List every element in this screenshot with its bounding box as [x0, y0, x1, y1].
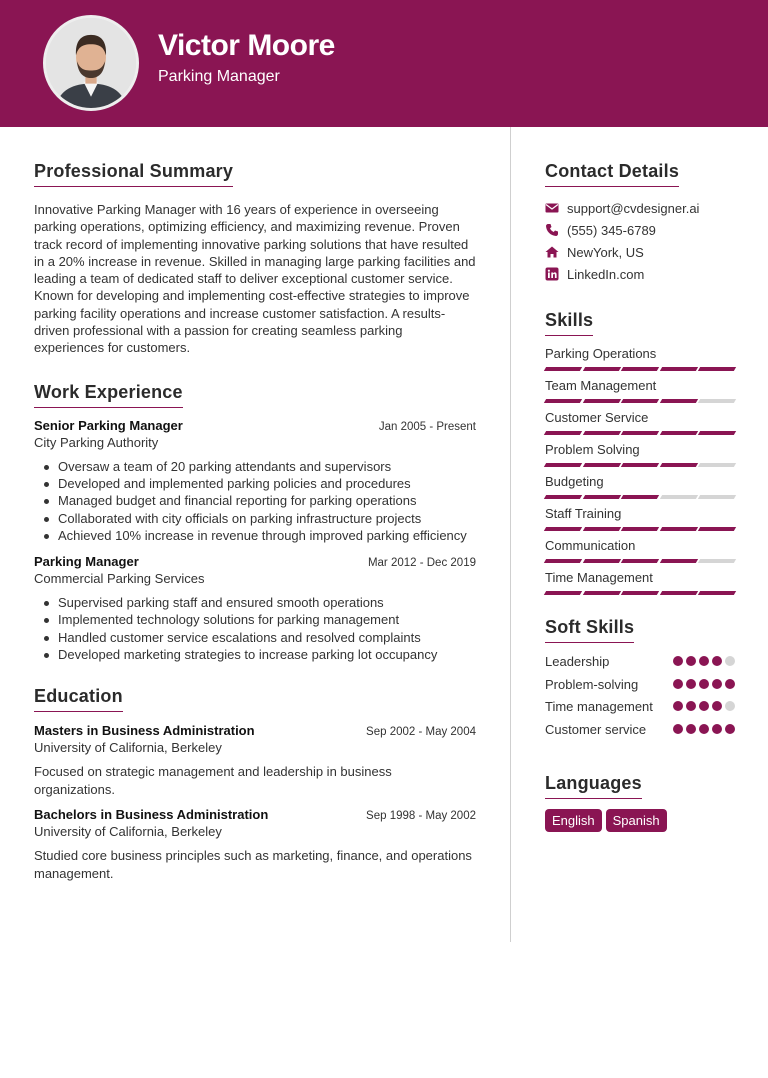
skill-level-bar [545, 591, 735, 595]
job-entry [34, 553, 476, 664]
skill-level-segment [582, 559, 620, 563]
degree-name: Masters in Business Administration [34, 723, 255, 739]
column-divider [510, 127, 511, 942]
profile-photo [46, 18, 136, 108]
rating-dot [725, 656, 735, 666]
rating-dot [673, 724, 683, 734]
soft-skill-name: Customer service [545, 721, 647, 737]
skill-name: Budgeting [545, 474, 604, 489]
skill-level-segment [698, 399, 736, 403]
skill-level-segment [660, 463, 698, 467]
skill-level-bar [545, 495, 735, 499]
skill-level-segment [621, 527, 659, 531]
bullet-item: Achieved 10% increase in revenue through improved parking efficiency [34, 527, 476, 544]
soft-skill-name: Leadership [545, 654, 610, 669]
skill-level-segment [621, 559, 659, 563]
soft-skills-heading: Soft Skills [545, 616, 634, 643]
skill-level-segment [582, 495, 620, 499]
skill-level-segment [698, 463, 736, 467]
skill-level-segment [698, 367, 736, 371]
skill-item [545, 442, 735, 474]
skill-level-segment [544, 495, 582, 499]
languages-heading: Languages [545, 772, 642, 799]
candidate-name: Victor Moore [158, 29, 335, 62]
soft-skill-rating [673, 724, 735, 734]
contact-phone-text: (555) 345-6789 [567, 222, 656, 238]
contact-location-text: NewYork, US [567, 244, 644, 260]
skills-list [545, 346, 735, 602]
summary-heading: Professional Summary [34, 160, 233, 187]
skill-level-segment [621, 463, 659, 467]
contact-linkedin-text: LinkedIn.com [567, 266, 645, 282]
skill-level-segment [544, 559, 582, 563]
rating-dot [712, 656, 722, 666]
skill-level-segment [582, 591, 620, 595]
skill-level-segment [698, 495, 736, 499]
bullet-item: Oversaw a team of 20 parking attendants and supervisors [34, 458, 476, 475]
job-bullets [34, 458, 476, 545]
soft-skill-name: Problem-solving [545, 676, 639, 692]
job-date: Jan 2005 - Present [378, 420, 476, 433]
job-role: Parking Manager [34, 553, 139, 569]
rating-dot [699, 679, 709, 689]
skill-level-segment [621, 591, 659, 595]
job-date: Mar 2012 - Dec 2019 [367, 556, 476, 569]
rating-dot [686, 656, 696, 666]
school-name: University of California, Berkeley [34, 740, 222, 756]
skill-item [545, 378, 735, 410]
education-entry [34, 806, 476, 882]
rating-dot [686, 701, 696, 711]
contact-heading: Contact Details [545, 160, 679, 187]
skill-level-segment [582, 463, 620, 467]
skill-level-bar [545, 463, 735, 467]
skill-item [545, 506, 735, 538]
skill-level-segment [544, 431, 582, 435]
skill-level-segment [698, 431, 736, 435]
home-icon [545, 245, 559, 259]
envelope-icon [545, 201, 559, 215]
job-role: Senior Parking Manager [34, 417, 183, 433]
language-badge: Spanish [606, 809, 667, 832]
skill-name: Time Management [545, 570, 653, 585]
rating-dot [673, 701, 683, 711]
rating-dot [673, 679, 683, 689]
skill-level-segment [621, 399, 659, 403]
rating-dot [712, 679, 722, 689]
education-description: Studied core business principles such as marketing, finance, and operations management. [34, 848, 472, 881]
contact-linkedin[interactable] [545, 263, 735, 285]
job-organization: Commercial Parking Services [34, 570, 205, 586]
education-entry [34, 722, 476, 798]
skill-level-segment [660, 495, 698, 499]
skill-level-segment [660, 559, 698, 563]
skill-name: Communication [545, 538, 636, 553]
skill-level-segment [544, 463, 582, 467]
skills-heading: Skills [545, 309, 593, 336]
school-name: University of California, Berkeley [34, 824, 222, 840]
experience-section [34, 381, 476, 664]
skill-level-segment [698, 559, 736, 563]
skill-level-segment [621, 495, 659, 499]
soft-skill-item [545, 653, 735, 671]
contact-email-text: support@cvdesigner.ai [567, 200, 700, 216]
skill-name: Staff Training [545, 506, 622, 521]
job-bullets [34, 594, 476, 664]
skill-level-segment [660, 367, 698, 371]
rating-dot [699, 701, 709, 711]
skill-name: Parking Operations [545, 346, 657, 361]
skill-level-segment [582, 431, 620, 435]
avatar [43, 15, 139, 111]
bullet-item: Handled customer service escalations and resolved complaints [34, 629, 476, 646]
candidate-title: Parking Manager [158, 68, 280, 85]
skill-level-bar [545, 527, 735, 531]
soft-skill-rating [673, 701, 735, 711]
education-heading: Education [34, 685, 123, 712]
phone-icon [545, 223, 559, 237]
skill-item [545, 346, 735, 378]
summary-text: Innovative Parking Manager with 16 years of experience in overseeing parking operations, optimizing efficiency, and maximizing revenue. Proven track record of implementing innovative parking solutions that have resulted in a 20% increase in revenue. Skilled in managing large parking facilities and leading a team of dedicated staff to deliver exceptional customer service. Known for developing and implementing cost-effective strategies to improve parking facility operations and increase customer satisfaction. A results-driven professional with a passion for creating seamless parking experiences for customers. [34, 202, 476, 356]
rating-dot [686, 679, 696, 689]
bullet-item: Implemented technology solutions for parking management [34, 611, 476, 628]
rating-dot [725, 701, 735, 711]
degree-name: Bachelors in Business Administration [34, 807, 269, 823]
rating-dot [725, 724, 735, 734]
skill-level-segment [698, 591, 736, 595]
summary-section [34, 160, 476, 357]
job-organization: City Parking Authority [34, 434, 159, 450]
skill-level-segment [582, 399, 620, 403]
education-date: Sep 1998 - May 2002 [366, 810, 476, 823]
skill-level-segment [660, 399, 698, 403]
skill-level-segment [582, 527, 620, 531]
skill-level-segment [544, 591, 582, 595]
skills-section [545, 309, 735, 602]
rating-dot [712, 724, 722, 734]
bullet-item: Collaborated with city officials on parking infrastructure projects [34, 510, 476, 527]
skill-name: Team Management [545, 378, 657, 393]
soft-skill-item [545, 698, 735, 716]
skill-level-segment [544, 399, 582, 403]
languages-section [545, 772, 735, 832]
skill-item [545, 410, 735, 442]
language-badge: English [545, 809, 602, 832]
bullet-item: Managed budget and financial reporting for parking operations [34, 492, 476, 509]
skill-level-segment [621, 431, 659, 435]
skill-item [545, 538, 735, 570]
rating-dot [725, 679, 735, 689]
skill-level-bar [545, 431, 735, 435]
soft-skill-rating [673, 679, 735, 689]
skill-level-segment [660, 431, 698, 435]
skill-item [545, 570, 735, 602]
skill-item [545, 474, 735, 506]
skill-level-segment [660, 591, 698, 595]
soft-skill-name: Time management [545, 699, 653, 714]
sidebar-column [545, 160, 735, 850]
skill-level-bar [545, 399, 735, 403]
soft-skill-rating [673, 656, 735, 666]
soft-skills-section [545, 616, 735, 738]
linkedin-icon [545, 267, 559, 281]
bullet-item: Developed marketing strategies to increase parking lot occupancy [34, 646, 476, 663]
skill-level-segment [698, 527, 736, 531]
skill-level-segment [582, 367, 620, 371]
contact-phone[interactable] [545, 219, 735, 241]
skill-name: Customer Service [545, 410, 649, 425]
soft-skill-item [545, 676, 735, 694]
education-date: Sep 2002 - May 2004 [366, 726, 476, 739]
education-section [34, 685, 476, 882]
contact-location [545, 241, 735, 263]
skill-level-segment [544, 527, 582, 531]
languages-list [545, 809, 735, 832]
rating-dot [686, 724, 696, 734]
rating-dot [699, 724, 709, 734]
skill-name: Problem Solving [545, 442, 640, 457]
contact-email[interactable] [545, 197, 735, 219]
rating-dot [673, 656, 683, 666]
skill-level-segment [544, 367, 582, 371]
skill-level-segment [660, 527, 698, 531]
job-entry [34, 417, 476, 545]
contact-section [545, 160, 735, 285]
skill-level-bar [545, 559, 735, 563]
resume-header [0, 0, 768, 127]
skill-level-bar [545, 367, 735, 371]
bullet-item: Developed and implemented parking policies and procedures [34, 475, 476, 492]
rating-dot [712, 701, 722, 711]
rating-dot [699, 656, 709, 666]
bullet-item: Supervised parking staff and ensured smooth operations [34, 594, 476, 611]
experience-heading: Work Experience [34, 381, 183, 408]
education-description: Focused on strategic management and leadership in business organizations. [34, 764, 392, 797]
soft-skills-list [545, 653, 735, 738]
main-column [34, 160, 476, 900]
skill-level-segment [621, 367, 659, 371]
soft-skill-item [545, 721, 735, 739]
